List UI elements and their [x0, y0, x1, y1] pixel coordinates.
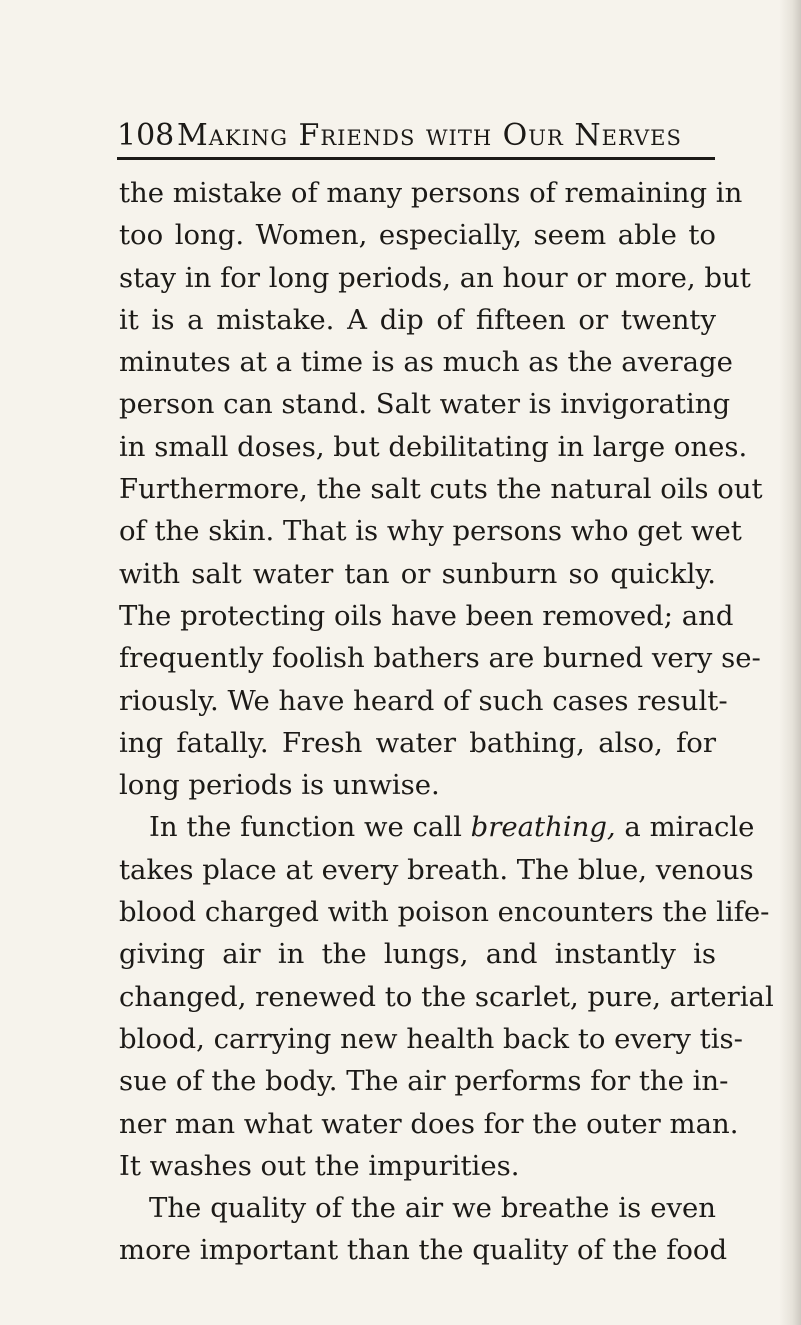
header-rule [117, 157, 715, 160]
text-line: it is a mistake. A dip of fifteen or twenty [119, 303, 716, 336]
paragraph-end-line: long periods is unwise. [119, 769, 440, 802]
text-line: blood charged with poison encounters the life- [119, 896, 770, 929]
body-text [119, 172, 774, 1272]
text-line: ing fatally. Fresh water bathing, also, for [119, 726, 716, 759]
text-line: too long. Women, especially, seem able to [119, 219, 716, 252]
page-header [117, 116, 717, 156]
text-line: frequently foolish bathers are burned very se- [119, 642, 761, 675]
text-line: takes place at every breath. The blue, venous [119, 853, 754, 886]
paragraph-end-line: It washes out the impurities. [119, 1149, 520, 1182]
text-line: changed, renewed to the scarlet, pure, arterial [119, 980, 774, 1013]
running-head: Making Friends with Our Nerves [177, 118, 682, 153]
text-line: of the skin. That is why persons who get wet [119, 515, 742, 548]
text-line: Furthermore, the salt cuts the natural oils out [119, 473, 763, 506]
text-segment: a miracle [615, 811, 755, 844]
text-line: stay in for long periods, an hour or more, but [119, 261, 751, 294]
text-line: more important than the quality of the food [119, 1234, 728, 1267]
text-line: with salt water tan or sunburn so quickly. [119, 557, 716, 590]
italic-term: breathing, [470, 811, 616, 844]
text-segment: In the function we call [149, 811, 471, 844]
paragraph-start-line [119, 806, 755, 848]
text-line: minutes at a time is as much as the average [119, 346, 733, 379]
text-line: giving air in the lungs, and instantly is [119, 938, 716, 971]
paragraph-start-line: The quality of the air we breathe is even [149, 1192, 716, 1225]
page-number: 108 [117, 118, 175, 153]
page-edge-shadow [779, 0, 801, 1325]
text-line: sue of the body. The air performs for the in- [119, 1065, 729, 1098]
text-line: in small doses, but debilitating in large ones. [119, 430, 748, 463]
text-line: The protecting oils have been removed; and [119, 599, 734, 632]
text-line: blood, carrying new health back to every tis- [119, 1022, 743, 1055]
text-line: person can stand. Salt water is invigorating [119, 388, 731, 421]
text-line: ner man what water does for the outer man. [119, 1107, 739, 1140]
text-line: riously. We have heard of such cases result- [119, 684, 728, 717]
text-line: the mistake of many persons of remaining in [119, 177, 743, 209]
